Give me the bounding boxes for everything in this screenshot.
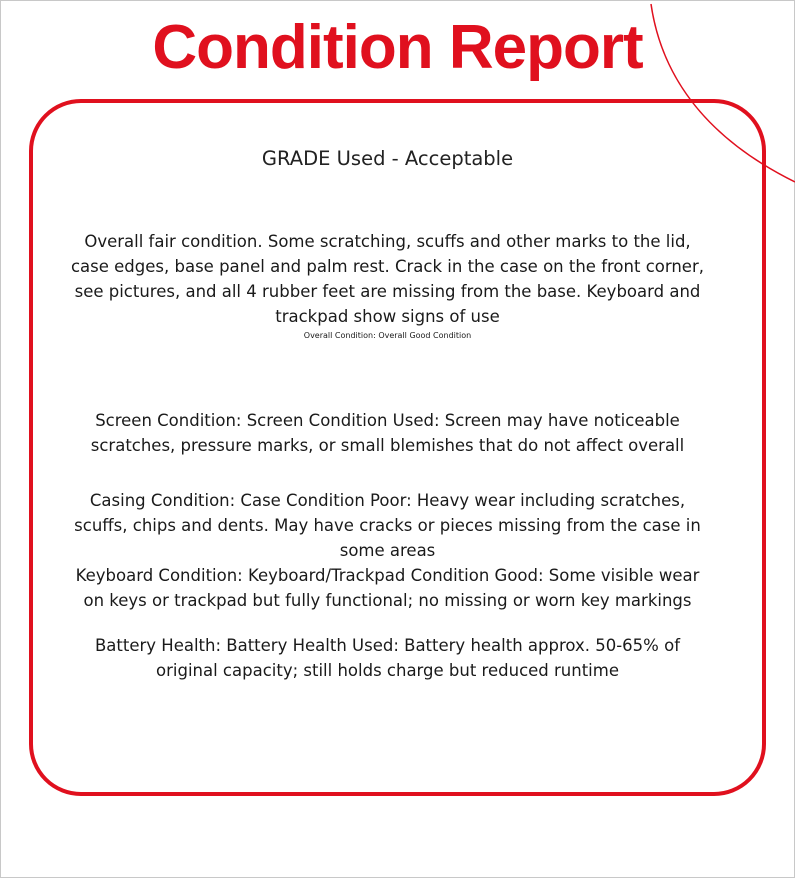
overall-condition: Overall Condition: Overall Good Condition xyxy=(303,331,472,340)
screen-condition: Screen Condition: Screen Condition Used: Screen may have noticeable scratches, pressure marks, or small blemishes that do not affect overall xyxy=(90,411,685,455)
page-title: Condition Report xyxy=(152,13,643,82)
battery-health: Battery Health: Battery Health Used: Battery health approx. 50-65% of original capacity; still holds charge but reduced runtime xyxy=(94,636,681,680)
casing-condition: Casing Condition: Case Condition Poor: Heavy wear including scratches, scuffs, chips and dents. May have cracks or pieces missing from the case in some areas xyxy=(74,491,701,560)
condition-description: Overall fair condition. Some scratching, scuffs and other marks to the lid, case edges, base panel and palm rest. Crack in the case on the front corner, see pictures, and all 4 rubber feet are missing from the base. Keyboard and trackpad show signs of use xyxy=(70,232,704,326)
keyboard-condition: Keyboard Condition: Keyboard/Trackpad Condition Good: Some visible wear on keys or trackpad but fully functional; no missing or worn key markings xyxy=(75,566,700,610)
grade-label: GRADE Used - Acceptable xyxy=(261,147,514,170)
